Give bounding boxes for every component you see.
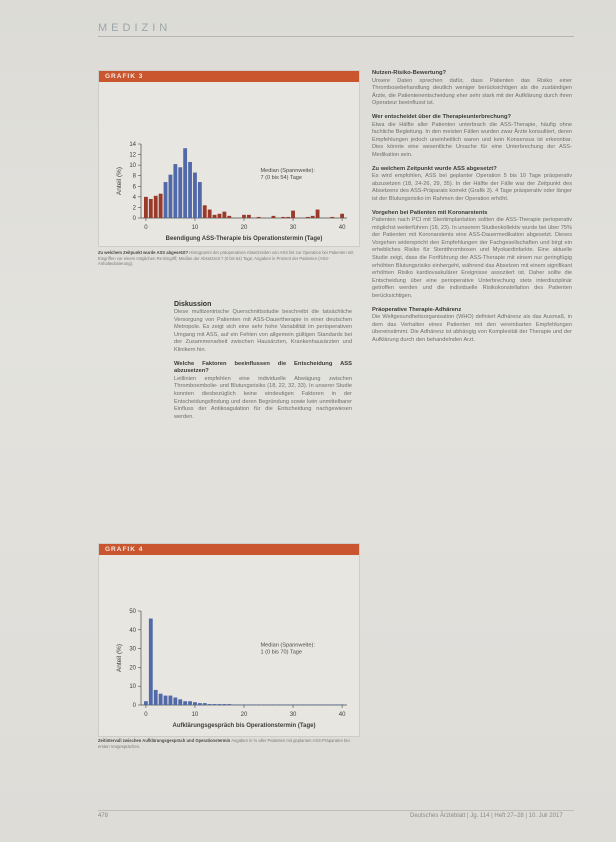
fig3-bar-40 [340,214,344,218]
fig3-bar-1 [149,199,153,218]
fig3-y-tick-label-2: 4 [132,194,136,201]
fig4-bar-13 [208,704,212,705]
fig4-bar-25 [267,704,271,705]
fig4-bar-19 [237,704,241,705]
fig3-bar-10 [193,173,197,218]
fig4-bar-2 [154,690,158,705]
fig3-bar-11 [198,182,202,218]
question-1-heading: Welche Faktoren beeinflussen die Entscheidung ASS abzusetzen? [174,360,352,375]
fig4-bar-3 [159,694,163,705]
fig3-bar-15 [218,214,222,218]
fig4-bar-16 [222,704,226,705]
right-paragraph-3: Patienten nach PCI mit Stentimplantation sollten die ASS-Therapie perioperativ möglichst weiterführen (18, 23). In unserem Studienkollektiv wurde bei über 75% der Patienten mit Koronarstents eine ASS-Dauermedikation abgesetzt. Dieses Vorgehen widerspricht den Empfehlungen der Fachgesellschaften und birgt ein erhebliches Risiko für Stentthrombosen und Myokardinfarkte. Eine aktuelle Studie zeigt, dass die Fortführung der ASS-Therapie mit einem nur geringfügig erhöhten Blutungsrisiko einhergeht, während das Absetzen mit einem signifikant erhöhten Risiko kardiovaskulärer Ereignisse assoziiert ist. Daher sollte die Entscheidung über eine perioperative Unterbrechung stets interdisziplinär getroffen werden und die individuelle Risikokonstellation des Patienten berücksichtigen. [372,217,572,300]
fig3-annotation-value: 7 (0 bis 54) Tage [260,175,303,182]
fig4-y-tick-label-5: 50 [129,609,136,615]
figure-3-chart [99,82,359,245]
fig3-bar-9 [188,162,192,218]
fig4-x-tick-label-3: 30 [289,712,297,718]
figure-3 [98,70,360,247]
fig4-bar-12 [203,703,207,705]
fig4-bar-9 [188,701,192,705]
fig4-bar-8 [183,701,187,705]
right-heading-1: Wer entscheidet über die Therapieunterbrechung? [372,113,512,120]
fig3-x-tick-label-2: 20 [240,225,248,231]
fig3-bar-17 [227,216,231,218]
fig4-bar-5 [169,696,173,705]
fig4-bar-23 [257,704,261,705]
fig3-y-tick-label-6: 12 [129,152,136,159]
fig3-bar-26 [272,216,276,218]
fig3-y-tick-label-0: 0 [132,216,136,222]
fig4-bar-27 [276,704,280,705]
journal-citation: Deutsches Ärzteblatt | Jg. 114 | Heft 27–28 | 10. Juli 2017 [410,813,563,819]
fig4-y-tick-label-4: 40 [129,627,136,634]
right-heading-3: Vorgehen bei Patienten mit Koronarstents [372,209,488,216]
fig3-bar-29 [286,217,290,218]
fig3-bar-20 [242,215,246,218]
right-heading-2: Zu welchem Zeitpunkt wurde ASS abgesetzt? [372,165,497,172]
fig3-bar-2 [154,196,158,218]
fig3-bar-35 [316,210,320,218]
header-divider [98,36,574,37]
fig3-bar-21 [247,215,251,218]
fig4-bar-28 [281,704,285,705]
fig3-bar-12 [203,205,207,218]
fig3-bar-7 [178,167,182,218]
fig3-y-tick-label-7: 14 [129,142,136,148]
fig3-bar-14 [213,215,217,218]
fig3-y-tick-label-3: 6 [132,184,136,191]
figure-3-caption-title: Zu welchem Zeitpunkt wurde ASS abgesetzt? [98,250,189,255]
fig3-bar-5 [169,175,173,218]
figure-4-caption-body: Angaben in % aller Patienten mit geplanten ASS-Präparaten bei ersten Vorgesprächen. [98,738,350,749]
fig4-bar-33 [306,704,310,705]
fig4-bar-40 [340,704,344,705]
fig4-bar-36 [321,704,325,705]
fig3-bar-8 [183,148,187,218]
right-paragraph-2: Es wird empfohlen, ASS bei geplanter Operation 5 bis 10 Tage präoperativ abzusetzen (18, 24-26, 29, 35). In der Hälfte der Fälle war der Zeitpunkt des Absetzens des ASS-Präparats korrekt (Grafik 3). 4 Tage präoperativ oder länger ist der Blutungsrisiko im Rahmen der Operation erhöht. [372,173,572,202]
figure-3-label: GRAFIK 3 [99,71,359,82]
fig3-x-axis-label: Beendigung ASS-Therapie bis Operationstermin (Tage) [165,236,323,242]
fig4-bar-35 [316,704,320,705]
fig4-bar-6 [173,697,177,705]
fig3-x-tick-label-0: 0 [144,225,148,231]
fig4-bar-39 [335,704,339,705]
fig4-bar-31 [296,704,300,705]
fig3-y-tick-label-5: 10 [129,163,136,170]
fig4-bar-38 [330,704,334,705]
fig4-bar-15 [218,704,222,705]
fig4-x-axis-label: Aufklärungsgespräch bis Operationstermin (Tage) [172,723,316,729]
fig3-bar-33 [306,217,310,218]
fig4-bar-20 [242,704,246,705]
fig3-x-tick-label-4: 40 [338,225,346,231]
figure-3-caption-body: Histogramm der präoperativen Absetzzeiten von ASS bis zur Operation bei Patienten mit Eingriffen vor einem möglichen Re-Eingriff; Median der Absetzzeit 7 (0 bis 54) Tage; Angaben in Prozent der Patienten (ASS-Anhaltedosierung). [98,250,354,267]
fig4-bar-21 [247,704,251,705]
discussion-body: Diese multizentrische Querschnittsstudie beschreibt die tatsächliche Versorgung von Patienten mit ASS-Dauertherapie in einer deutschen Metropole. Es zeigt sich eine sehr hohe Variabilität im perioperativen Umgang mit ASS, auf ein Fehlen von allgemein gültigen Standards bei der Zusammenarbeit zwischen Hausärzten, Krankenhausärzten und Klinikern hin. [174,309,352,353]
fig4-bar-14 [213,704,217,705]
fig3-y-tick-label-4: 8 [132,173,136,180]
figure-4 [98,543,360,737]
fig3-annotation-title: Median (Spannweite): [260,168,315,175]
fig4-annotation-title: Median (Spannweite): [260,642,315,649]
fig3-y-tick-label-1: 2 [132,205,136,212]
fig4-bar-32 [301,704,305,705]
fig3-bar-6 [173,164,177,218]
fig3-bar-23 [257,217,261,218]
right-column [372,70,572,351]
fig4-x-tick-label-1: 10 [191,712,199,718]
fig4-x-tick-label-2: 20 [240,712,248,718]
fig4-annotation-value: 1 (0 bis 70) Tage [260,649,303,656]
fig3-bar-3 [159,194,163,218]
discussion-heading: Diskussion [174,301,212,308]
figure-4-caption [98,738,360,749]
fig4-bar-22 [252,704,256,705]
fig3-x-tick-label-1: 10 [191,225,199,231]
fig3-bar-4 [164,182,168,218]
fig4-x-tick-label-0: 0 [144,712,148,718]
fig4-bar-11 [198,703,202,705]
fig4-bar-29 [286,704,290,705]
right-heading-4: Präoperative Therapie-Adhärenz [372,306,462,313]
left-column [174,300,352,427]
fig4-bar-1 [149,619,153,705]
fig4-bar-7 [178,699,182,705]
fig4-y-tick-label-1: 10 [129,684,136,691]
fig4-bar-24 [262,704,266,705]
fig3-bar-0 [144,197,148,218]
figure-3-caption [98,250,360,267]
right-paragraph-0: Unsere Daten sprechen dafür, dass Patienten das Risiko einer Thrombosebehandlung deutlich weniger berücksichtigen als die zuständigen Ärzte, die Patientenentscheidung eher sehr stark mit der Aufklärung durch ihren Operateur beeinflusst ist. [372,77,572,107]
fig3-bar-28 [281,217,285,218]
fig3-bar-34 [311,216,315,218]
fig4-bar-37 [325,704,329,705]
figure-4-chart [99,555,359,735]
fig4-y-tick-label-0: 0 [132,703,136,709]
fig4-bar-34 [311,704,315,705]
fig4-bar-17 [227,704,231,705]
fig4-bar-26 [272,704,276,705]
fig4-x-tick-label-4: 40 [338,712,346,718]
figure-4-caption-title: Zeitintervall zwischen Aufklärungsgespräch und Operationstermin [98,738,231,743]
fig4-bar-10 [193,702,197,705]
fig3-x-tick-label-3: 30 [289,225,297,231]
fig3-y-axis-label: Anteil (%) [116,166,123,196]
fig4-y-tick-label-2: 20 [129,665,136,672]
fig4-bar-18 [232,704,236,705]
right-paragraph-1: Etwa die Hälfte aller Patienten unterbrach die ASS-Therapie, häufig ohne fachliche Begleitung. In den meisten Fällen wurden zwar Ärzte konsultiert, deren Empfehlungen jedoch uneinheitlich waren und kein Konsensus ist erkennbar. Dies könnte eine wesentliche Ursache für eine Unterbrechung der ASS-Medikation sein. [372,121,572,158]
section-header: MEDIZIN [98,22,172,34]
page-number: 478 [98,813,109,819]
fig4-y-tick-label-3: 30 [129,646,136,653]
right-paragraph-4: Die Weltgesundheitsorganisation (WHO) definiert Adhärenz als das Ausmaß, in dem das Verhalten eines Patienten mit den vereinbarten Empfehlungen übereinstimmt. Die Adhärenz ist abhängig von Komplexität der Therapie und der Aufklärung durch den behandelnden Arzt. [372,314,572,343]
fig3-bar-38 [330,217,334,218]
fig3-bar-13 [208,210,212,218]
fig3-bar-16 [222,212,226,218]
fig4-bar-0 [144,701,148,705]
footer-divider [98,810,574,811]
fig4-bar-30 [291,704,295,705]
fig4-y-axis-label: Anteil (%) [116,643,123,673]
question-1-body: Leitlinien empfehlen eine individuelle Abwägung zwischen Thromboembolie- und Blutungsrisiko (18, 22, 32, 33). In unserer Studie konnten diesbezüglich keine eindeutigen Faktoren in der Entscheidungsfindung und deren Begründung sowie kein unmittelbarer Einfluss der Antikoagulation für die Entscheidung nachgewiesen werden. [174,375,352,420]
right-heading-0: Nutzen-Risiko-Bewertung? [372,70,447,76]
fig4-bar-4 [164,696,168,705]
figure-4-label: GRAFIK 4 [99,544,359,555]
fig3-bar-30 [291,211,295,218]
